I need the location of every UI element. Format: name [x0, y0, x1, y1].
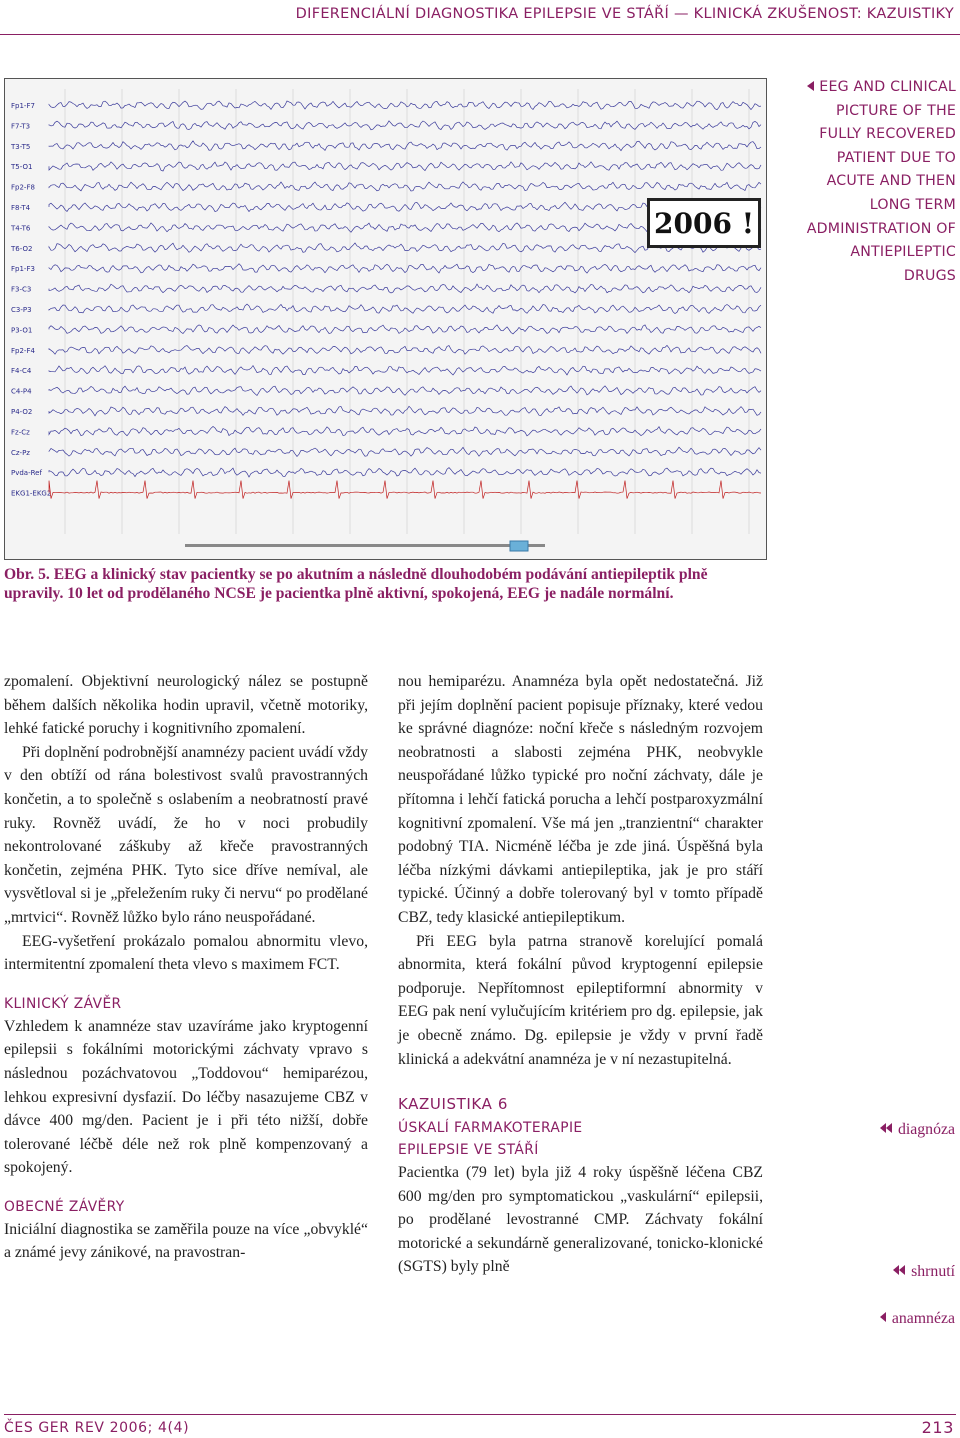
double-triangle-left-icon-b: [886, 1123, 892, 1133]
heading-uskali-2: EPILEPSIE VE STÁŘÍ: [398, 1142, 539, 1159]
left-paragraph-2: Při doplnění podrobnější anamnézy pacient uvádí vždy v den obtíží od rána bolestivost svalů pravostranných končetin, a to společně s oslabením a neobratností pravé ruky. Rovněž uvádí, že ho v noci probudily nekontrolované záškuby až křeče pravostranných končetin, zejména PHK. Tyto sice dříve nemíval, ale vysvětloval si je „přeležením ruky či nervu“ po prodělané „mrtvici“. Rovněž lůžko bylo ráno neuspořádané.: [4, 743, 368, 926]
eeg-channel-label: Fp2-F8: [11, 183, 35, 192]
eeg-trace: [49, 345, 761, 354]
eeg-channel-label: P4-O2: [11, 408, 33, 416]
right-column: [398, 670, 763, 1279]
journal-citation: ČES GER REV 2006; 4(4): [4, 1420, 190, 1436]
heading-uskali-1: ÚSKALÍ FARMAKOTERAPIE: [398, 1120, 583, 1137]
figure-side-note: [796, 76, 956, 288]
eeg-channel-label: Fp1-F3: [11, 265, 35, 274]
running-title: DIFERENCIÁLNÍ DIAGNOSTIKA EPILEPSIE VE STÁŘÍ — KLINICKÁ ZKUŠENOST: KAZUISTIKY: [295, 6, 954, 22]
left-paragraph-4: Vzhledem k anamnéze stav uzavíráme jako kryptogenní epilepsii s fokálními motorickými záchvaty vpravo s následnou pozáchvatovou „Toddovou“ hemiparézou, lehkou expresivní dysfazií. Do léčby nasazujeme CBZ v dávce 400 mg/den. Pacient je i při této nižší, dobře tolerované léčbě déle než rok plně kompenzovaný a spokojený.: [4, 1017, 368, 1177]
caption-label: Obr. 5.: [4, 566, 50, 583]
page-header: [0, 0, 960, 35]
eeg-trace: [49, 468, 761, 477]
page-number: 213: [921, 1418, 954, 1437]
eeg-trace: [49, 386, 761, 396]
right-paragraph-1: nou hemiparézu. Anamnéza byla opět nedostatečná. Již při jejím doplnění pacient popisuje příznaky, které vedou ke správné diagnóze: noční křeče s následným rozvojem neobratnosti a slabosti zejména PHK, neobvykle neuspořádané lůžko typické pro noční záchvaty, dále je přítomna i lehčí fatická porucha a lehčí postparoxyzmální kognitivní zpomalení. Vše má jen „tranzientní“ charakter podobný TIA. Nicméně léčba je zde jiná. Úspěšná byla léčba nízkými dávkami antiepileptika, jak je pro stáří typické. Účinný a dobře tolerovaný byl v tomto případě CBZ, tedy klasické antiepileptikum.: [398, 673, 763, 926]
eeg-trace: [49, 162, 761, 171]
eeg-channel-label: F7-T3: [11, 122, 31, 131]
eeg-channel-label: EKG1-EKG2: [11, 489, 52, 498]
eeg-trace: [49, 325, 761, 334]
margin-text-shrnuti: shrnutí: [911, 1263, 955, 1280]
eeg-channel-label: Fz-Cz: [11, 428, 30, 437]
footer-rule: [4, 1414, 956, 1415]
eeg-channel-label: C4-P4: [11, 387, 32, 396]
eeg-trace: [49, 264, 761, 273]
eeg-channel-label: F8-T4: [11, 204, 31, 212]
eeg-trace: [49, 406, 761, 416]
margin-text-diagnoza: diagnóza: [897, 1121, 955, 1138]
eeg-channel-label: Fp1-F7: [11, 102, 35, 110]
heading-klinicky-zaver: KLINICKÝ ZÁVĚR: [4, 995, 122, 1012]
eeg-channel-label: F4-C4: [11, 367, 32, 376]
eeg-figure: [4, 78, 767, 560]
eeg-trace: [49, 182, 761, 191]
left-paragraph-3: EEG-vyšetření prokázalo pomalou abnormitu vlevo, intermitentní zpomalení theta vlevo s maximem FCT.: [4, 932, 368, 974]
eeg-channel-label: P3-O1: [11, 326, 33, 335]
left-paragraph-1: zpomalení. Objektivní neurologický nález se postupně během dalších několika hodin upravil, včetně motoriky, lehké fatické poruchy i kognitivního zpomalení.: [4, 673, 368, 738]
margin-note-anamneza: [880, 1310, 955, 1328]
eeg-trace: [49, 447, 761, 456]
eeg-channel-label: Cz-Pz: [11, 448, 30, 457]
eeg-channel-label: Fp2-F4: [11, 346, 35, 355]
eeg-channel-label: Pvda-Ref: [11, 469, 42, 478]
eeg-scrollbar: [185, 544, 545, 547]
eeg-trace: [49, 101, 761, 110]
eeg-channel-label: F3-C3: [11, 285, 32, 294]
eeg-year-stamp: 2006 !: [647, 198, 761, 248]
eeg-channel-label: T5-O1: [11, 163, 33, 172]
eeg-trace: [49, 427, 761, 436]
eeg-channel-label: C3-P3: [11, 306, 32, 314]
left-paragraph-5: Iniciální diagnostika se zaměřila pouze na více „obvyklé“ a známé jevy zánikové, na pravostran-: [4, 1220, 368, 1262]
triangle-left-icon: [807, 81, 814, 91]
eeg-trace: [49, 481, 761, 499]
eeg-trace: [49, 141, 761, 151]
margin-note-diagnoza: [880, 1121, 955, 1139]
eeg-trace: [49, 304, 761, 314]
margin-text-anamneza: anamnéza: [891, 1310, 955, 1327]
figure-caption: [4, 565, 760, 603]
side-note-text: EEG AND CLINICAL PICTURE OF THE FULLY RECOVERED PATIENT DUE TO ACUTE AND THEN LONG TERM ADMINISTRATION OF ANTIEPILEPTIC DRUGS: [806, 79, 956, 284]
eeg-trace: [49, 366, 761, 375]
right-paragraph-2: Při EEG byla patrna stranově korelující pomalá abnormita, která fokální původ kryptogenní epilepsie podporuje. Nepřítomnost epileptiformní abnormity v EEG pak není vylučujícím kritériem pro dg. epilepsie, jak je obecně známo. Dg. epilepsie je vždy v první řadě klinická a adekvátní anamnéza je v ní nezastupitelná.: [398, 932, 763, 1068]
left-column: [4, 670, 368, 1265]
eeg-scrollbar-thumb: [510, 541, 528, 551]
eeg-trace: [49, 121, 761, 130]
eeg-trace: [49, 284, 761, 293]
triangle-left-icon: [880, 1312, 886, 1322]
eeg-channel-label: T6-O2: [11, 244, 33, 253]
caption-text: EEG a klinický stav pacientky se po akutním a následně dlouhodobém podávání antiepileptik plně upravily. 10 let od prodělaného NCSE je pacientka plně aktivní, spokojená, EEG je nadále normální.: [4, 566, 708, 602]
heading-kazuistika-6: KAZUISTIKA 6: [398, 1095, 508, 1114]
double-triangle-left-icon-b: [899, 1265, 905, 1275]
eeg-traces: [5, 79, 766, 559]
eeg-channel-label: T3-T5: [11, 142, 31, 151]
eeg-channel-label: T4-T6: [11, 224, 31, 233]
heading-obecne-zavery: OBECNÉ ZÁVĚRY: [4, 1198, 125, 1215]
margin-note-shrnuti: [893, 1263, 955, 1281]
right-paragraph-3: Pacientka (79 let) byla již 4 roky úspěšně léčena CBZ 600 mg/den pro symptomatickou „vaskulární“ epilepsii, po prodělané levostranné CMP. Záchvaty fokální motorické a sekundárně generalizované, tonicko-klonické (SGTS) byly plně: [398, 1164, 763, 1276]
